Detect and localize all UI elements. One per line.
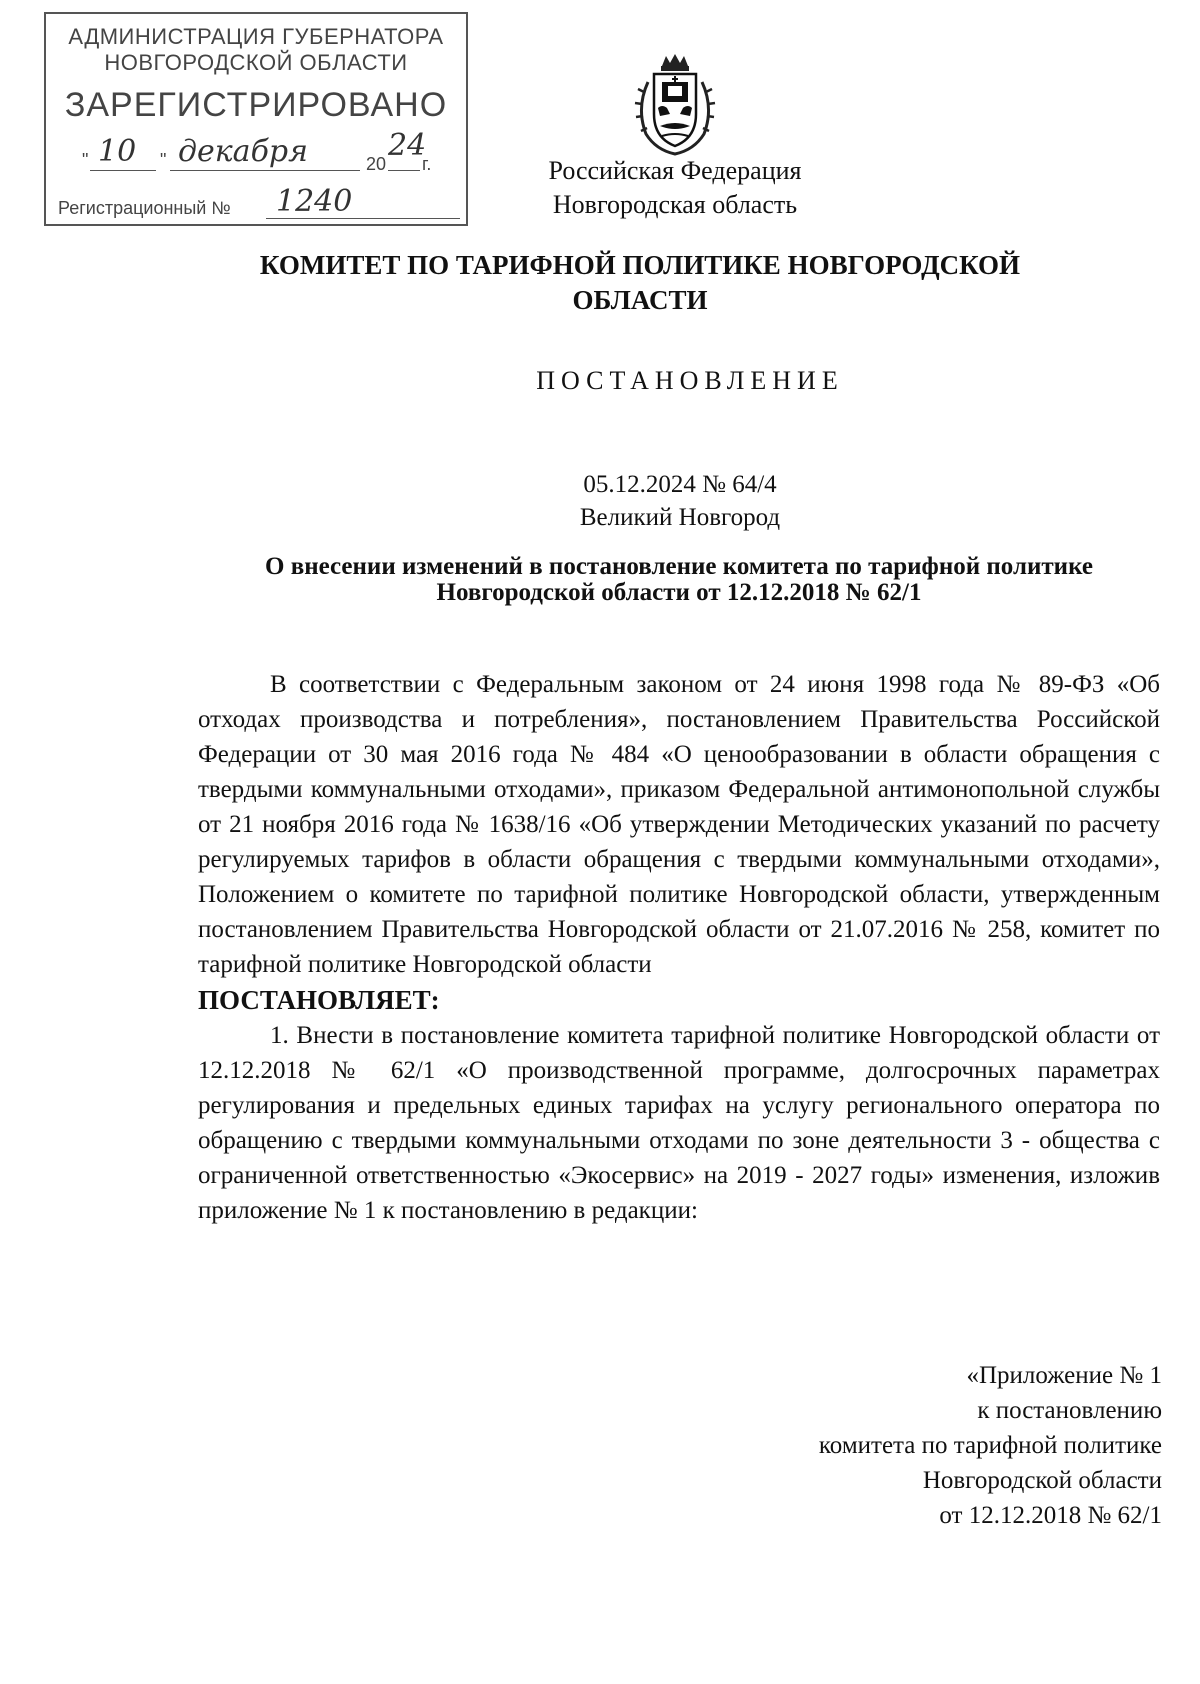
stamp-line-1: АДМИНИСТРАЦИЯ ГУБЕРНАТОРА xyxy=(68,24,444,49)
stamp-reg-number: 1240 xyxy=(276,184,353,219)
issuer-header xyxy=(540,154,810,222)
document-date-number-block xyxy=(480,468,880,534)
stamp-registered: ЗАРЕГИСТРИРОВАНО xyxy=(64,86,448,124)
appendix-line-3: комитета по тарифной политике xyxy=(818,1432,1162,1459)
resolves-heading: ПОСТАНОВЛЯЕТ: xyxy=(198,985,440,1015)
committee-line-1: КОМИТЕТ ПО ТАРИФНОЙ ПОЛИТИКЕ НОВГОРОДСКОЙ xyxy=(259,250,1021,280)
subject-line-1: О внесении изменений в постановление комитета по тарифной политике xyxy=(265,553,1093,580)
committee-line-2: ОБЛАСТИ xyxy=(572,285,708,315)
stamp-year-prefix: 20 xyxy=(366,154,387,174)
committee-name xyxy=(200,248,1080,318)
stamp-reg-label: Регистрационный № xyxy=(58,198,231,218)
region-name: Новгородская область xyxy=(552,190,798,219)
appendix-line-2: к постановлению xyxy=(977,1397,1162,1424)
stamp-year-g: г. xyxy=(422,154,432,174)
subject-line-2: Новгородской области от 12.12.2018 № 62/1 xyxy=(436,579,922,606)
stamp-month: декабря xyxy=(178,134,308,169)
document-city: Великий Новгород xyxy=(579,504,781,531)
item-1-paragraph: 1. Внести в постановление комитета тарифной политике Новгородской области от 12.12.2018 № 62/1 «О производственной программе, долгосрочных параметрах регулирования и предельных единых тарифах на услугу регионального оператора по обращению с твердыми коммунальными отходами по зоне деятельности 3 - общества с ограниченной ответственностью «Экосервис» на 2019 - 2027 годы» изменения, изложив приложение № 1 к постановлению в редакции: xyxy=(198,1022,1160,1224)
document-body xyxy=(198,667,1160,1228)
document-subject xyxy=(198,554,1160,606)
stamp-number-row xyxy=(58,184,462,224)
appendix-line-4: Новгородской области xyxy=(922,1467,1162,1494)
appendix-line-1: «Приложение № 1 xyxy=(966,1362,1162,1389)
preamble-paragraph: В соответствии с Федеральным законом от 24 июня 1998 года № 89-ФЗ «Об отходах производства и потребления», постановлением Правительства Российской Федерации от 30 мая 2016 года № 484 «О ценообразовании в области обращения с твердыми коммунальными отходами», приказом Федеральной антимонопольной службы от 21 ноября 2016 года № 1638/16 «Об утверждении Методических указаний по расчету регулируемых тарифов в области обращения с твердыми коммунальными отходами», Положением о комитете по тарифной политике Новгородской области, утвержденным постановлением Правительства Новгородской области от 21.07.2016 № 258, комитет по тарифной политике Новгородской области xyxy=(198,671,1160,978)
stamp-date-row: " 10 " декабря 20 24 г. xyxy=(82,128,432,174)
registration-stamp xyxy=(44,12,468,226)
stamp-year-suffix: 24 xyxy=(388,128,427,163)
document-type: ПОСТАНОВЛЕНИЕ xyxy=(536,366,844,395)
appendix-line-5: от 12.12.2018 № 62/1 xyxy=(939,1502,1162,1529)
stamp-line-2: НОВГОРОДСКОЙ ОБЛАСТИ xyxy=(104,50,408,75)
country-name: Российская Федерация xyxy=(548,156,802,185)
document-date-number: 05.12.2024 № 64/4 xyxy=(583,471,777,498)
appendix-reference xyxy=(700,1358,1162,1533)
stamp-day: 10 xyxy=(98,134,137,169)
novgorod-coat-of-arms-icon xyxy=(632,52,718,158)
